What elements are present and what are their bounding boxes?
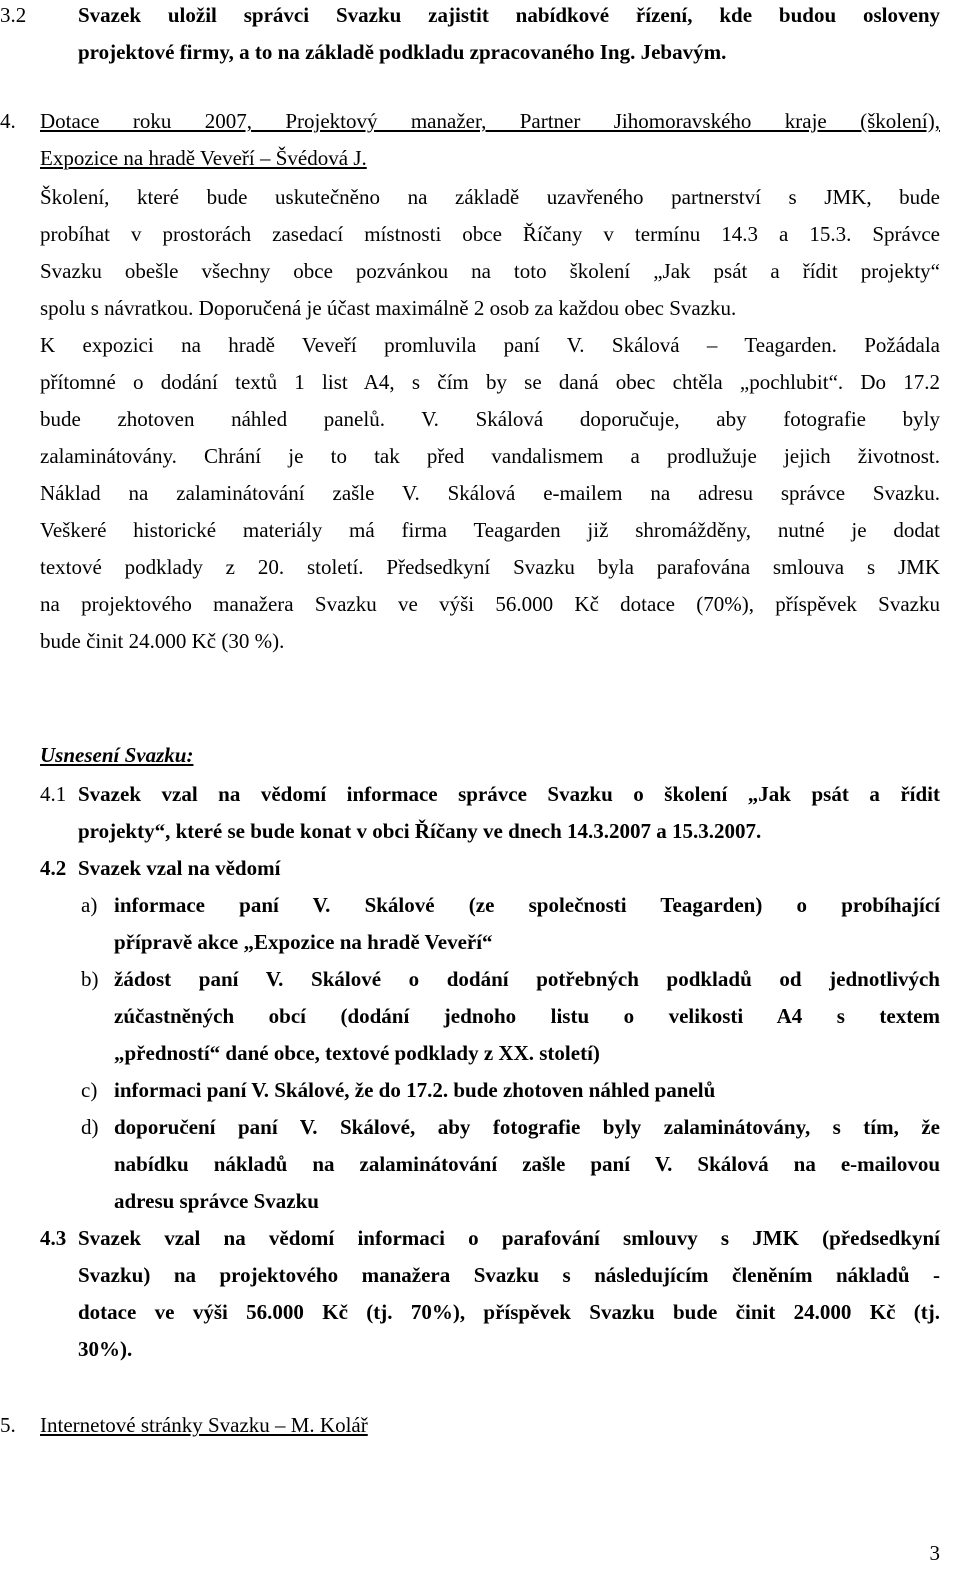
subitem-line: zúčastněných obcí (dodání jednoho listu o velikosti A4 s textem: [114, 1004, 940, 1028]
subitem-letter: b): [81, 967, 99, 991]
section-number: 3.2: [0, 3, 27, 27]
item-4-3-line: Svazek vzal na vědomí informaci o parafování smlouvy s JMK (předsedkyní: [78, 1226, 940, 1250]
section-3-2-line: Svazek uložil správci Svazku zajistit nabídkové řízení, kde budou osloveny: [78, 3, 940, 27]
subitem-line: informace paní V. Skálové (ze společnosti Teagarden) o probíhající: [114, 893, 940, 917]
item-4-3-line: dotace ve výši 56.000 Kč (tj. 70%), příspěvek Svazku bude činit 24.000 Kč (tj.: [78, 1300, 940, 1324]
subitem-letter: a): [81, 893, 98, 917]
section-5-heading: Internetové stránky Svazku – M. Kolář: [40, 1413, 368, 1437]
subitem-letter: c): [81, 1078, 98, 1102]
page-number: 3: [929, 1541, 940, 1565]
body-line: na projektového manažera Svazku ve výši 56.000 Kč dotace (70%), příspěvek Svazku: [40, 592, 940, 616]
item-4-1-line: projekty“, které se bude konat v obci Říčany ve dnech 14.3.2007 a 15.3.2007.: [78, 819, 762, 843]
subitem-line: nabídku nákladů na zalaminátování zašle paní V. Skálová na e-mailovou: [114, 1152, 940, 1176]
item-4-3-line: 30%).: [78, 1337, 133, 1361]
resolution-heading: Usnesení Svazku:: [40, 743, 194, 767]
section-number: 4.: [0, 109, 16, 133]
subitem-line: doporučení paní V. Skálové, aby fotografie byly zalaminátovány, s tím, že: [114, 1115, 940, 1139]
section-4-heading-line: Expozice na hradě Veveří – Švédová J.: [40, 146, 367, 170]
subitem-letter: d): [81, 1115, 99, 1139]
item-4-1-number: 4.1: [40, 782, 67, 806]
body-line: bude činit 24.000 Kč (30 %).: [40, 629, 285, 653]
item-4-3-number: 4.3: [40, 1226, 67, 1250]
body-line: spolu s návratkou. Doporučená je účast maximálně 2 osob za každou obec Svazku.: [40, 296, 737, 320]
body-line: bude zhotoven náhled panelů. V. Skálová doporučuje, aby fotografie byly: [40, 407, 940, 431]
body-line: Školení, které bude uskutečněno na základě uzavřeného partnerství s JMK, bude: [40, 185, 940, 209]
subitem-line: informaci paní V. Skálové, že do 17.2. bude zhotoven náhled panelů: [114, 1078, 716, 1102]
body-line: probíhat v prostorách zasedací místnosti obce Říčany v termínu 14.3 a 15.3. Správce: [40, 222, 940, 246]
body-line: K expozici na hradě Veveří promluvila paní V. Skálová – Teagarden. Požádala: [40, 333, 940, 357]
subitem-line: adresu správce Svazku: [114, 1189, 319, 1213]
body-line: zalaminátovány. Chrání je to tak před vandalismem a prodlužuje jejich životnost.: [40, 444, 940, 468]
body-line: Veškeré historické materiály má firma Teagarden již shromážděny, nutné je dodat: [40, 518, 940, 542]
section-3-2-line: projektové firmy, a to na základě podkladu zpracovaného Ing. Jebavým.: [78, 40, 727, 64]
subitem-line: přípravě akce „Expozice na hradě Veveří“: [114, 930, 493, 954]
body-line: textové podklady z 20. století. Předsedkyní Svazku byla parafována smlouva s JMK: [40, 555, 940, 579]
item-4-2-number: 4.2: [40, 856, 67, 880]
body-line: Náklad na zalaminátování zašle V. Skálová e-mailem na adresu správce Svazku.: [40, 481, 940, 505]
item-4-1-line: Svazek vzal na vědomí informace správce Svazku o školení „Jak psát a řídit: [78, 782, 940, 806]
body-line: přítomné o dodání textů 1 list A4, s čím by se daná obec chtěla „pochlubit“. Do 17.2: [40, 370, 940, 394]
subitem-line: „předností“ dané obce, textové podklady z XX. století): [114, 1041, 600, 1065]
subitem-line: žádost paní V. Skálové o dodání potřebných podkladů od jednotlivých: [114, 967, 940, 991]
section-4-heading-line: Dotace roku 2007, Projektový manažer, Partner Jihomoravského kraje (školení),: [40, 109, 940, 133]
item-4-2-text: Svazek vzal na vědomí: [78, 856, 281, 880]
item-4-3-line: Svazku) na projektového manažera Svazku s následujícím členěním nákladů -: [78, 1263, 940, 1287]
body-line: Svazku obešle všechny obce pozvánkou na toto školení „Jak psát a řídit projekty“: [40, 259, 940, 283]
section-5-number: 5.: [0, 1413, 16, 1437]
